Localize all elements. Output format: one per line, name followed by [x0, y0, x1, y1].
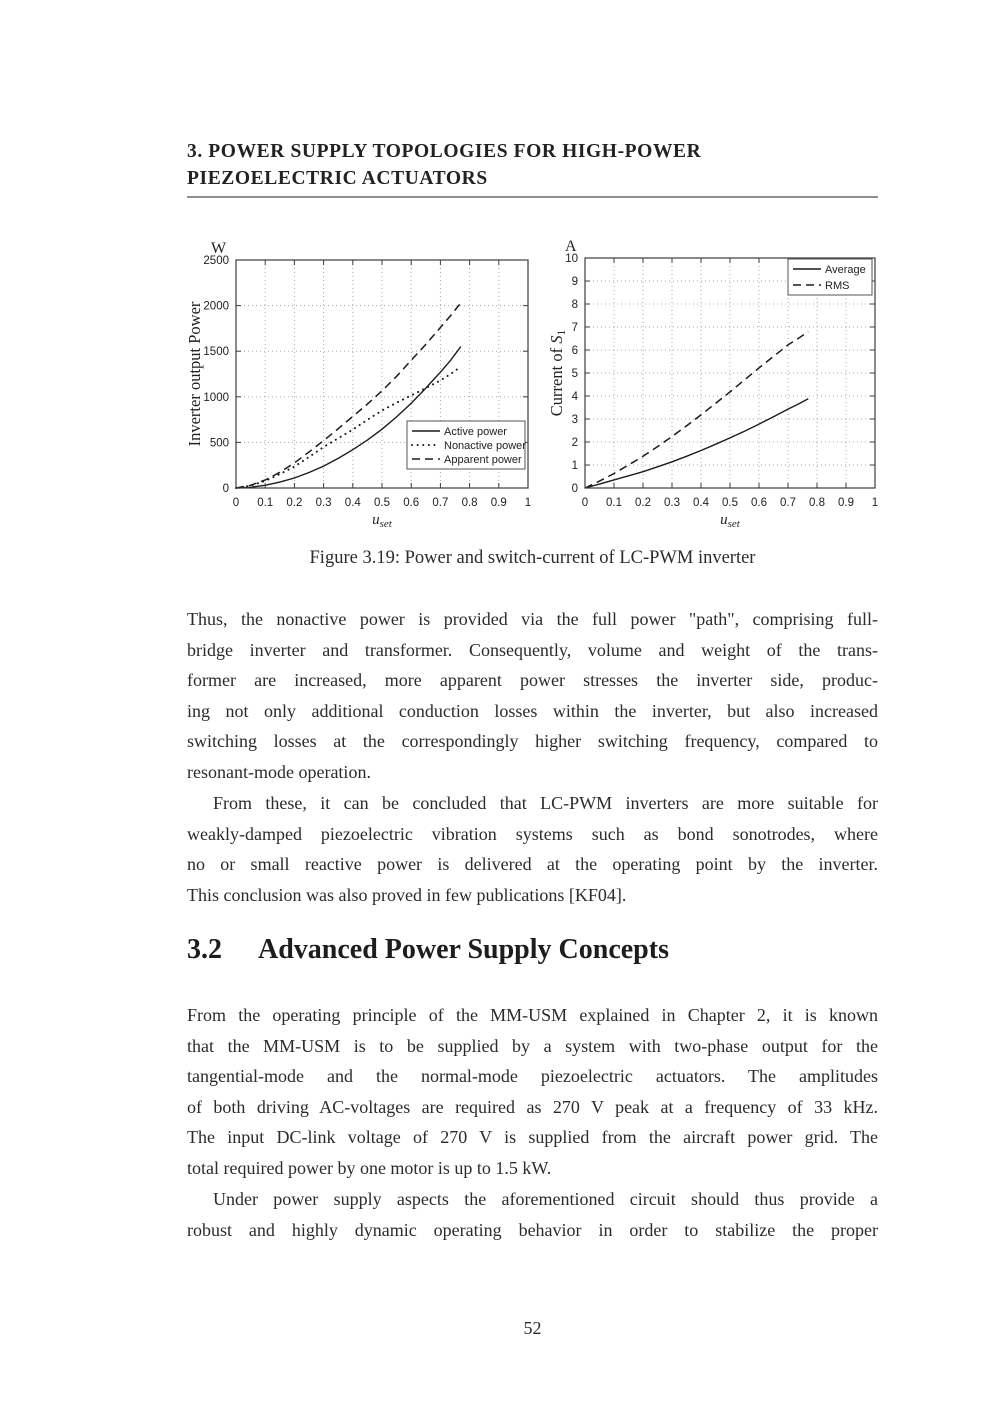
svg-text:0.9: 0.9 — [838, 497, 854, 509]
body-paragraph — [187, 788, 878, 910]
svg-text:0.5: 0.5 — [374, 497, 390, 509]
text-line: From the operating principle of the MM-USM explained in Chapter 2, it is known — [187, 1005, 878, 1025]
body-paragraph — [187, 1184, 878, 1245]
svg-text:8: 8 — [571, 299, 578, 311]
svg-text:2: 2 — [571, 437, 578, 449]
svg-text:500: 500 — [209, 437, 229, 450]
svg-text:0.6: 0.6 — [403, 497, 420, 509]
svg-text:0.8: 0.8 — [461, 497, 478, 509]
svg-text:uset: $u_{set}$ — [372, 512, 392, 530]
svg-text:0.7: 0.7 — [432, 497, 449, 509]
svg-text:0: 0 — [222, 483, 229, 495]
svg-text:Inverter output Power: Inverter output Power — [185, 301, 204, 447]
chapter-header-line1: 3. POWER SUPPLY TOPOLOGIES FOR HIGH-POWER — [187, 141, 702, 162]
svg-text:9: 9 — [571, 276, 578, 288]
svg-text:4: 4 — [571, 391, 578, 403]
svg-text:0.1: 0.1 — [257, 497, 274, 509]
header-rule — [187, 196, 878, 198]
svg-text:1: 1 — [571, 460, 578, 472]
text-line: former are increased, more apparent power stresses the inverter side, produc- — [187, 670, 878, 691]
svg-text:0.2: 0.2 — [635, 497, 651, 509]
section-title: Advanced Power Supply Concepts — [258, 934, 669, 965]
text-line: ing not only additional conduction losses within the inverter, but also increased — [187, 700, 878, 721]
svg-text:0.9: 0.9 — [490, 497, 507, 509]
svg-text:2500: 2500 — [203, 255, 229, 267]
section-heading — [187, 934, 878, 966]
svg-text:3: 3 — [571, 414, 578, 426]
text-line: of both driving AC-voltages are required as 270 V peak at a frequency of 33 kHz. — [187, 1096, 878, 1117]
svg-text:RMS: RMS — [825, 280, 850, 292]
svg-text:0.1: 0.1 — [606, 497, 622, 509]
svg-text:0: 0 — [571, 483, 578, 495]
chapter-header-line2: PIEZOELECTRIC ACTUATORS — [187, 168, 488, 189]
text-line: From these, it can be concluded that LC-PWM inverters are more suitable for — [213, 793, 878, 813]
svg-text:0.8: 0.8 — [809, 497, 825, 509]
text-line: that the MM-USM is to be supplied by a system with two-phase output for the — [187, 1035, 878, 1056]
svg-text:0.2: 0.2 — [286, 497, 303, 509]
svg-text:Active power: Active power — [444, 426, 507, 438]
text-line: switching losses at the correspondingly higher switching frequency, compared to — [187, 731, 878, 752]
svg-text:0.6: 0.6 — [751, 497, 767, 509]
svg-text:0.5: 0.5 — [722, 497, 738, 509]
text-line: no or small reactive power is delivered at the operating point by the inverter. — [187, 854, 878, 875]
svg-text:A: A — [565, 238, 577, 255]
svg-text:Current of S1: Current of S1 — [547, 329, 568, 417]
svg-text:6: 6 — [571, 345, 578, 357]
text-line: bridge inverter and transformer. Consequently, volume and weight of the trans- — [187, 639, 878, 660]
svg-text:1: 1 — [524, 497, 532, 509]
svg-text:10: 10 — [565, 253, 578, 265]
svg-text:0.7: 0.7 — [780, 497, 796, 509]
text-line: robust and highly dynamic operating behavior in order to stabilize the proper — [187, 1219, 878, 1240]
text-line: resonant-mode operation. — [187, 761, 371, 782]
svg-text:0.4: 0.4 — [693, 497, 709, 509]
svg-text:W: W — [211, 240, 227, 257]
text-line: This conclusion was also proved in few publications [KF04]. — [187, 884, 627, 905]
switch-current-chart — [545, 231, 905, 536]
svg-text:0.4: 0.4 — [344, 497, 361, 509]
body-paragraph — [187, 604, 878, 788]
svg-text:1: 1 — [871, 497, 879, 509]
svg-text:Nonactive power: Nonactive power — [444, 440, 526, 452]
text-line: Thus, the nonactive power is provided via the full power "path", comprising full- — [187, 609, 878, 629]
section-number: 3.2 — [187, 934, 222, 965]
text-line: The input DC-link voltage of 270 V is supplied from the aircraft power grid. The — [187, 1127, 878, 1148]
svg-text:Apparent power: Apparent power — [444, 454, 522, 466]
power-chart — [185, 231, 545, 536]
text-line: Under power supply aspects the aforementioned circuit should thus provide a — [213, 1189, 878, 1209]
svg-text:5: 5 — [571, 368, 578, 380]
svg-text:0: 0 — [232, 497, 240, 509]
svg-text:0.3: 0.3 — [664, 497, 680, 509]
text-line: weakly-damped piezoelectric vibration systems such as bond sonotrodes, where — [187, 823, 878, 844]
body-paragraph — [187, 1000, 878, 1184]
svg-text:0.3: 0.3 — [315, 497, 332, 509]
svg-text:2000: 2000 — [203, 300, 229, 313]
svg-text:Average: Average — [825, 264, 866, 276]
svg-text:1000: 1000 — [203, 391, 229, 404]
figure-caption: Figure 3.19: Power and switch-current of LC-PWM inverter — [309, 548, 756, 568]
svg-text:7: 7 — [571, 322, 578, 334]
page-number: 52 — [523, 1318, 542, 1338]
chapter-header — [187, 138, 878, 192]
svg-text:0: 0 — [581, 497, 589, 509]
svg-text:1500: 1500 — [203, 346, 229, 359]
text-line: total required power by one motor is up to 1.5 kW. — [187, 1157, 552, 1178]
svg-text:uset: $u_{set}$ — [720, 512, 740, 530]
text-line: tangential-mode and the normal-mode piezoelectric actuators. The amplitudes — [187, 1066, 878, 1087]
